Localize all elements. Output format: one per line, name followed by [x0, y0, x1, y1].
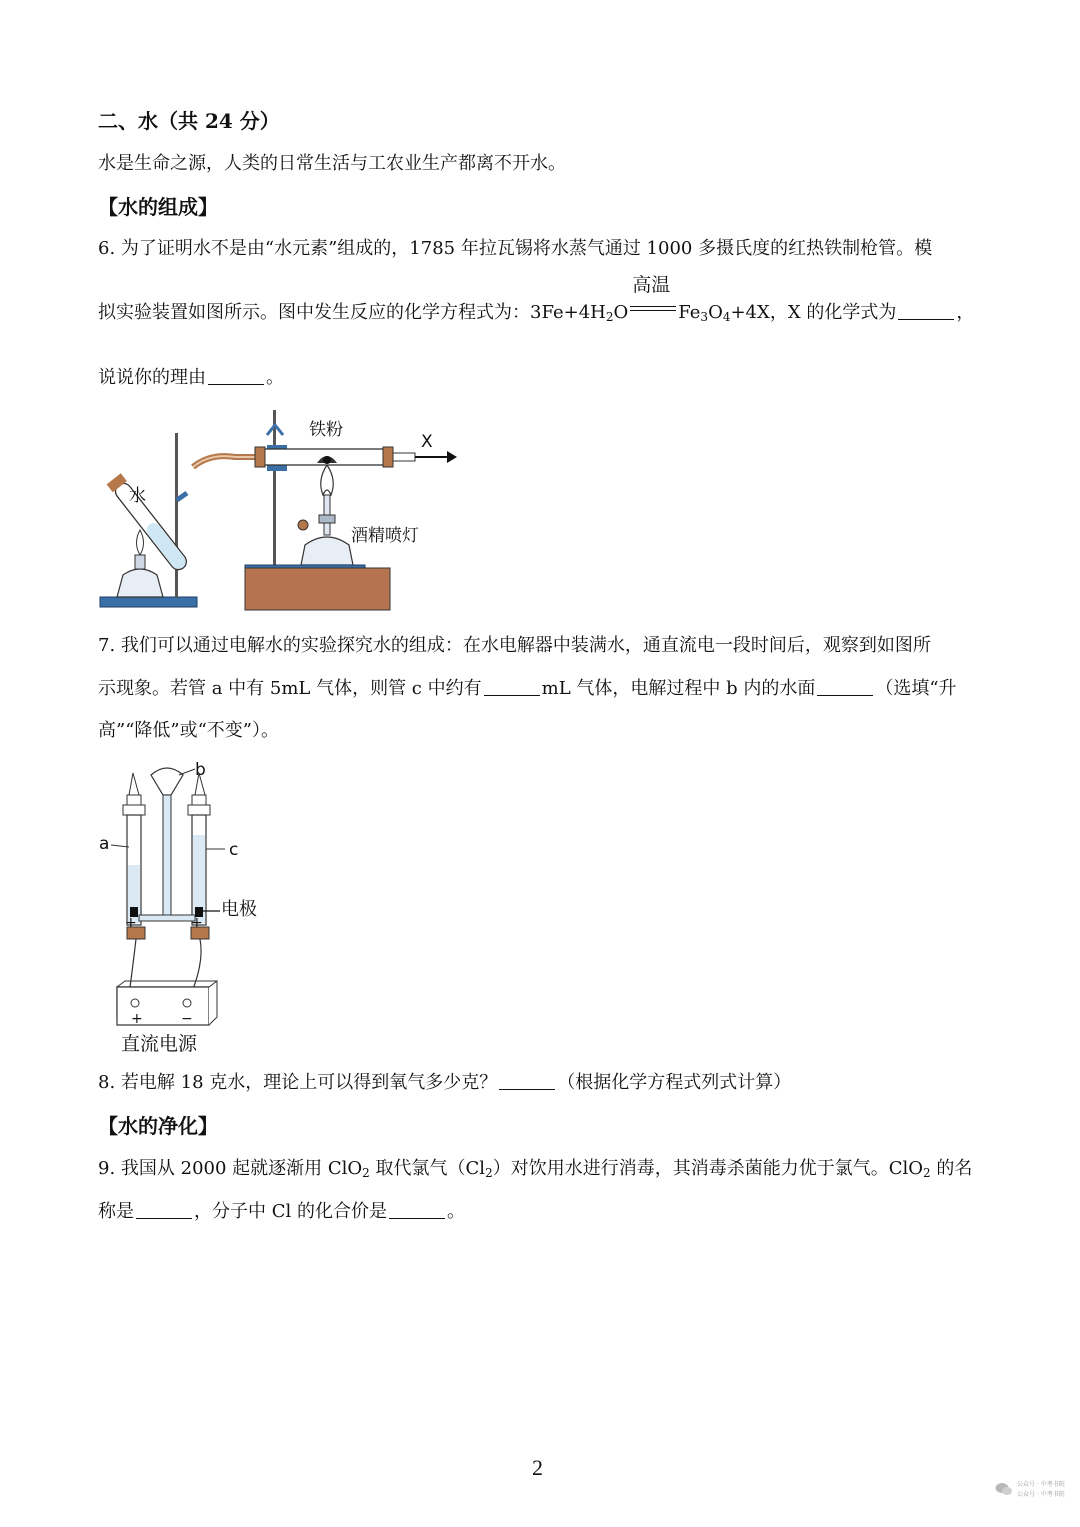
- q6-text-b: O: [613, 302, 629, 323]
- q6-answer-blank-2[interactable]: [208, 366, 264, 385]
- q8-answer-blank[interactable]: [499, 1071, 555, 1090]
- q9-sub1: 2: [362, 1166, 370, 1180]
- label-tube-b: b: [195, 760, 206, 780]
- subsection-purification: 【水的净化】: [98, 1114, 218, 1138]
- section-intro: 水是生命之源，人类的日常生活与工农业生产都离不开水。: [98, 153, 566, 174]
- q7-line3: 高”“降低”或“不变”）。: [98, 720, 280, 741]
- q7-line1: 7. 我们可以通过电解水的实验探究水的组成：在水电解器中装满水，通直流电一段时间后，观察到如图所: [98, 635, 931, 656]
- q9-line2-c: 。: [446, 1201, 465, 1222]
- q9-sub3: 2: [923, 1166, 931, 1180]
- q9-line1: [98, 1156, 972, 1186]
- q7-text-c: （选填“升: [875, 678, 957, 699]
- label-water: 水: [129, 486, 146, 506]
- q8-text-b: （根据化学方程式列式计算）: [557, 1072, 792, 1093]
- q6-line2: [98, 274, 975, 330]
- q6-line3-a: 说说你的理由: [98, 367, 206, 388]
- subsection-composition: 【水的组成】: [98, 195, 218, 219]
- label-iron-powder: 铁粉: [309, 420, 343, 440]
- q6-text-d: O: [708, 302, 723, 323]
- q6-text-f: ，: [956, 302, 975, 323]
- reaction-condition: [630, 274, 676, 322]
- q9-line2-b: ，分子中 Cl 的化合价是: [194, 1201, 387, 1222]
- electrode-plus-left: +: [125, 915, 137, 931]
- q8-line: [98, 1070, 791, 1096]
- page-number: 2: [532, 1455, 543, 1480]
- q6-line3: [98, 365, 284, 391]
- label-positive: +: [131, 1011, 143, 1027]
- q7-text-b: mL 气体，电解过程中 b 内的水面: [541, 678, 816, 699]
- q6-sub3: 4: [722, 310, 731, 324]
- label-electrode: 电极: [221, 899, 257, 920]
- wechat-icon: [995, 1482, 1013, 1496]
- q9-text-b: 取代氯气（Cl: [369, 1158, 486, 1179]
- q9-text-c: ）对饮用水进行消毒，其消毒杀菌能力优于氯气。ClO: [492, 1158, 923, 1179]
- label-tube-c: c: [229, 840, 239, 860]
- label-tube-a: a: [99, 834, 110, 854]
- q9-text-a: 9. 我国从 2000 起就逐渐用 ClO: [98, 1158, 363, 1179]
- watermark: [995, 1478, 1075, 1502]
- q6-answer-blank-1[interactable]: [898, 301, 954, 320]
- q9-line2-a: 称是: [98, 1201, 134, 1222]
- q7-text-a: 示现象。若管 a 中有 5mL 气体，则管 c 中约有: [98, 678, 482, 699]
- q7-line2: [98, 676, 957, 702]
- q6-sub1: 2: [605, 310, 614, 324]
- q6-text-c: Fe: [678, 302, 701, 323]
- iron-tube-apparatus-figure: [95, 405, 470, 615]
- q9-text-d: 的名: [930, 1158, 973, 1179]
- condition-text: 高温: [632, 274, 671, 296]
- q6-line1: 6. 为了证明水不是由“水元素”组成的，1785 年拉瓦锡将水蒸气通过 1000 多摄氏度的红热铁制枪管。模: [98, 238, 933, 259]
- watermark-line1: 公众号 · 中考书院: [1017, 1481, 1065, 1488]
- q6-line3-b: 。: [266, 367, 284, 388]
- q6-text-a: 拟实验装置如图所示。图中发生反应的化学方程式为：3Fe+4H: [98, 302, 606, 323]
- q9-line2: [98, 1199, 465, 1225]
- label-alcohol-blast-lamp: 酒精喷灯: [351, 526, 419, 546]
- watermark-line2: 公众号 · 中考书院: [1017, 1491, 1065, 1498]
- label-dc-power: 直流电源: [121, 1033, 198, 1055]
- q7-answer-blank-2[interactable]: [817, 677, 873, 696]
- electrode-plus-right: +: [191, 915, 203, 931]
- q9-answer-blank-1[interactable]: [136, 1200, 192, 1219]
- q8-text-a: 8. 若电解 18 克水，理论上可以得到氧气多少克？: [98, 1072, 498, 1093]
- electrolyzer-figure: [95, 755, 275, 1055]
- q9-answer-blank-2[interactable]: [389, 1200, 445, 1219]
- q7-answer-blank-1[interactable]: [484, 677, 540, 696]
- section-title: 二、水（共 24 分）: [98, 109, 280, 133]
- q6-sub2: 3: [700, 310, 709, 324]
- label-x: X: [421, 432, 433, 452]
- q6-text-e: +4X，X 的化学式为: [730, 302, 897, 323]
- q9-sub2: 2: [485, 1166, 493, 1180]
- label-negative: −: [181, 1011, 193, 1027]
